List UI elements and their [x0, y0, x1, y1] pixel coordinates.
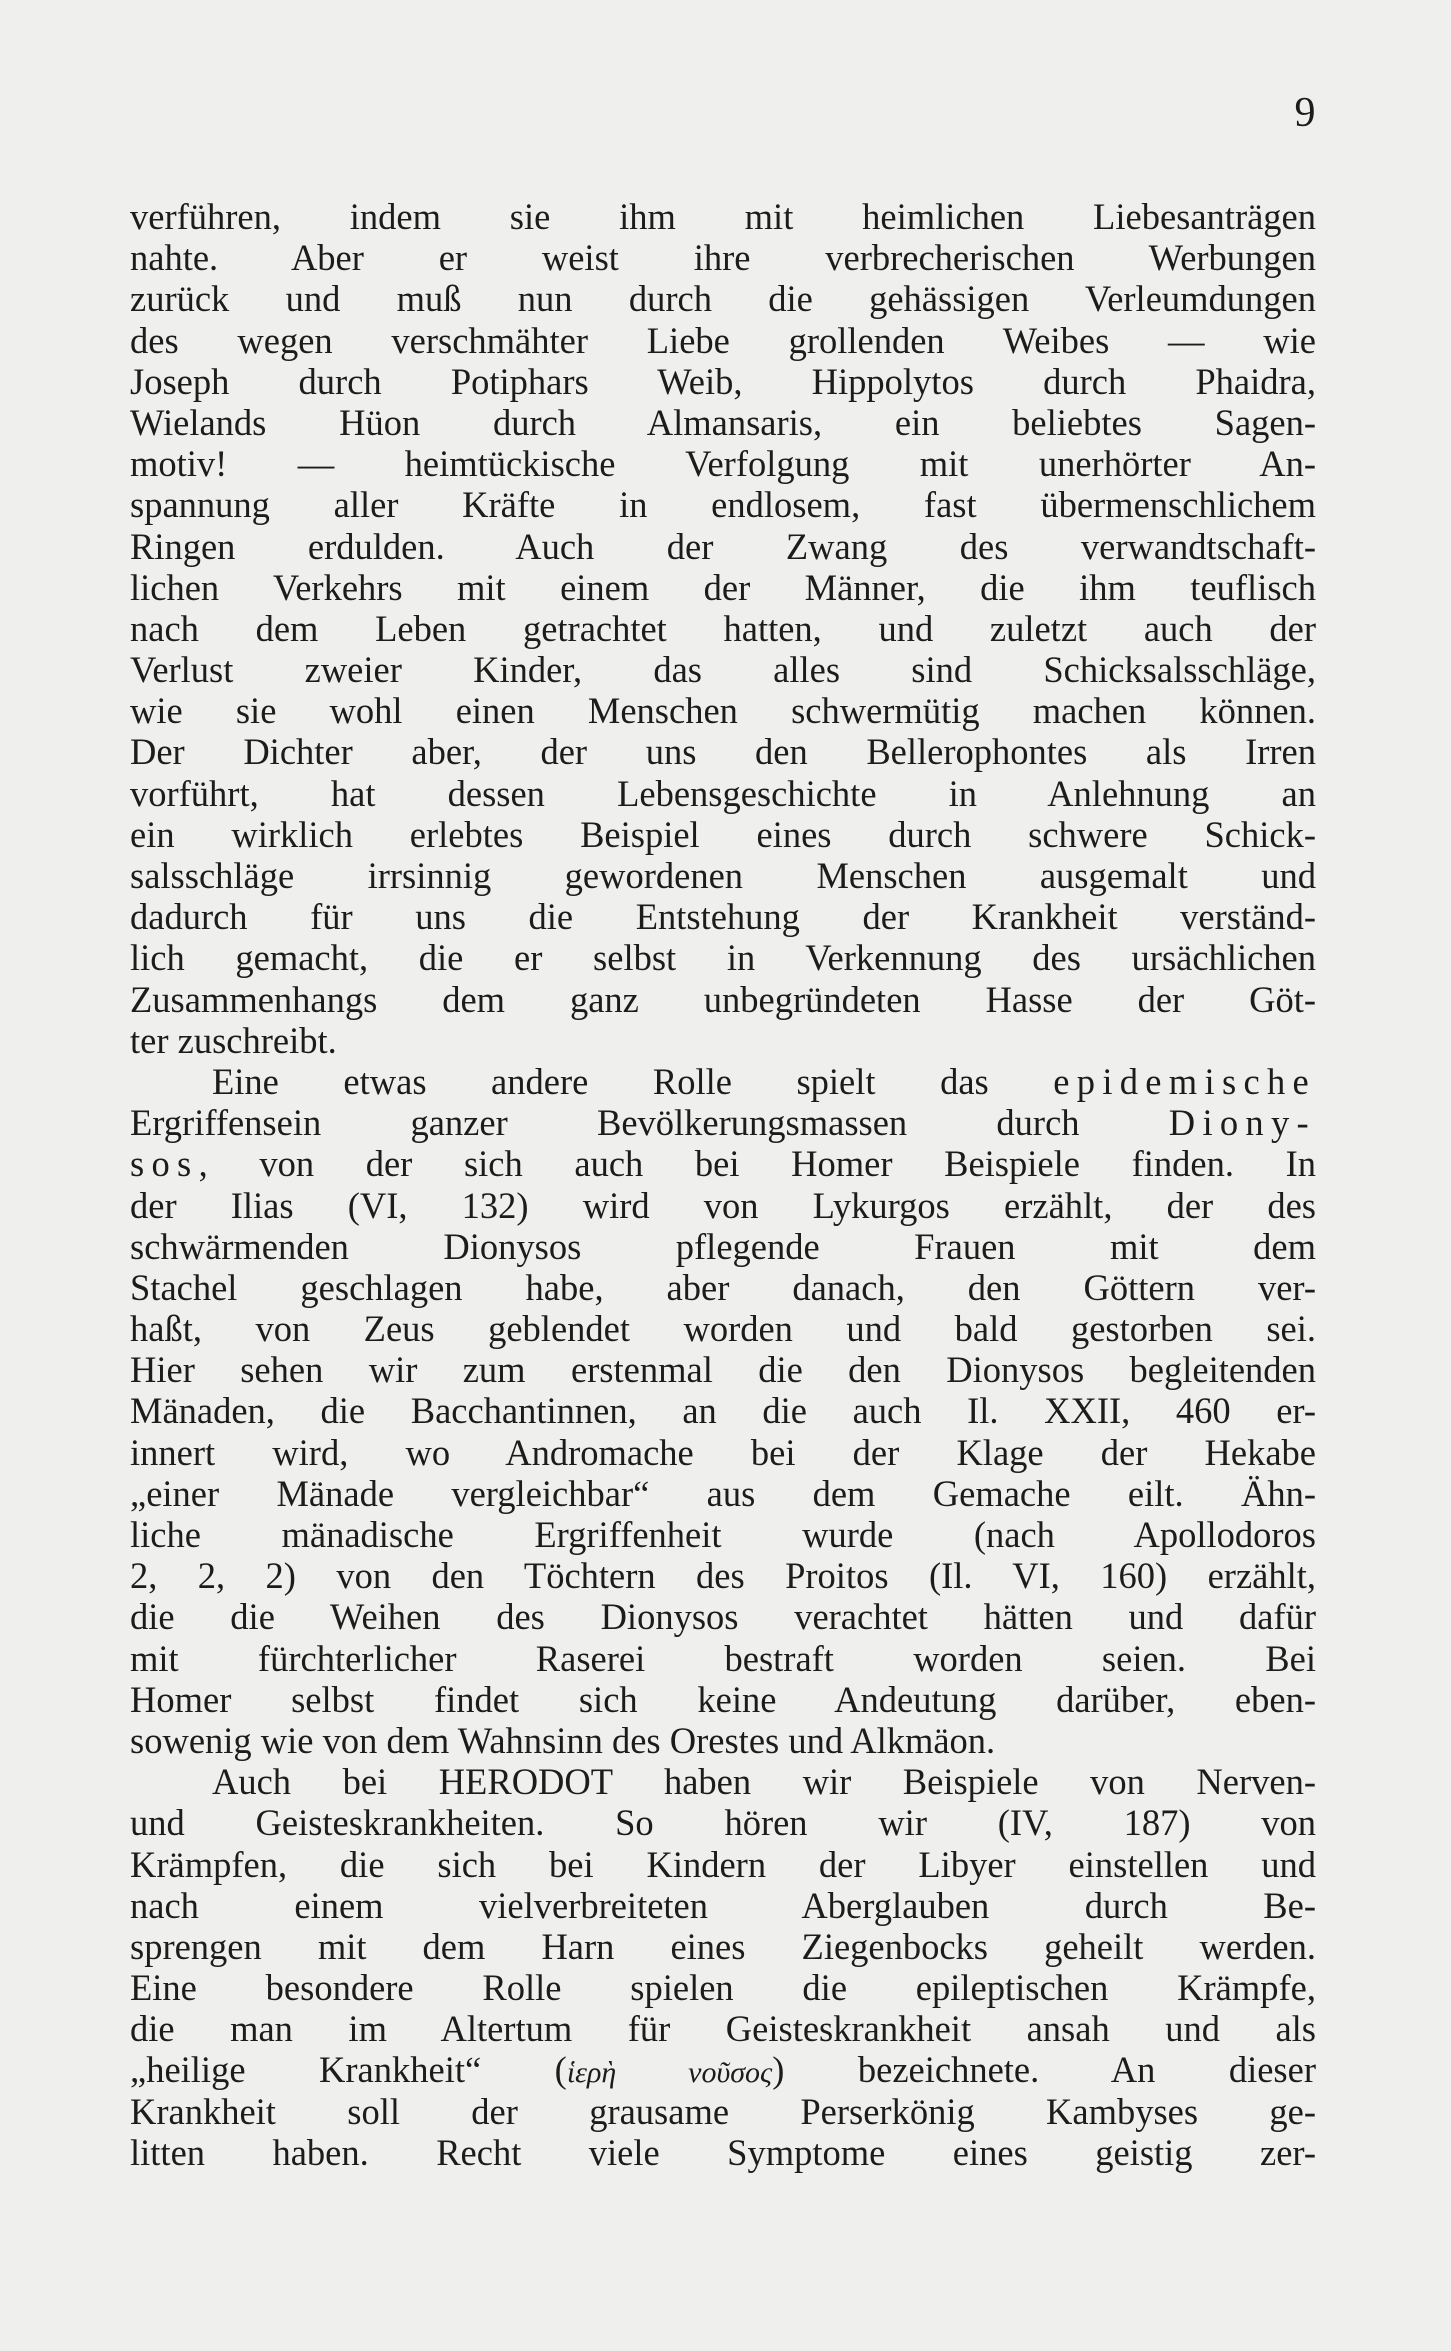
page-number: 9 — [1294, 90, 1316, 136]
text-line: lichen Verkehrs mit einem der Männer, die ihm teuflisch — [130, 566, 1316, 608]
text-line: Homer selbst findet sich keine Andeutung darüber, eben- — [130, 1678, 1316, 1720]
text-line: lich gemacht, die er selbst in Verkennung des ursächlichen — [130, 937, 1316, 979]
text-line: spannung aller Kräfte in endlosem, fast übermenschlichem — [130, 484, 1316, 526]
text-line: Krankheit soll der grausame Perserkönig Kambyses ge- — [130, 2090, 1316, 2132]
text-line: vorführt, hat dessen Lebensgeschichte in Anlehnung an — [130, 772, 1316, 814]
text-line: Hier sehen wir zum erstenmal die den Dionysos begleitenden — [130, 1349, 1316, 1391]
text-line: Joseph durch Potiphars Weib, Hippolytos durch Phaidra, — [130, 360, 1316, 402]
text-line: zurück und muß nun durch die gehässigen Verleumdungen — [130, 278, 1316, 320]
text-line: „einer Mänade vergleichbar“ aus dem Gemache eilt. Ähn- — [130, 1472, 1316, 1514]
text-line: Wielands Hüon durch Almansaris, ein beliebtes Sagen- — [130, 401, 1316, 443]
text-line: wie sie wohl einen Menschen schwermütig machen können. — [130, 690, 1316, 732]
text-line: haßt, von Zeus geblendet worden und bald gestorben sei. — [130, 1308, 1316, 1350]
text-line: litten haben. Recht viele Symptome eines geistig zer- — [130, 2131, 1316, 2173]
text-line: innert wird, wo Andromache bei der Klage der Hekabe — [130, 1431, 1316, 1473]
text-segment: , von der sich auch bei Homer Beispiele finden. In — [198, 1143, 1316, 1185]
text-line: sprengen mit dem Harn eines Ziegenbocks geheilt werden. — [130, 1925, 1316, 1967]
text-line: die die Weihen des Dionysos verachtet hätten und dafür — [130, 1596, 1316, 1638]
text-line: liche mänadische Ergriffenheit wurde (nach Apollodoros — [130, 1514, 1316, 1555]
spaced-emphasis: epidemische — [1053, 1060, 1316, 1102]
text-line: nach einem vielverbreiteten Aberglauben durch Be- — [130, 1884, 1316, 1926]
text-line: salsschläge irrsinnig gewordenen Menschen ausgemalt und — [130, 855, 1316, 896]
text-line: Krämpfen, die sich bei Kindern der Libyer einstellen und — [130, 1843, 1316, 1885]
text-line: die man im Altertum für Geisteskrankheit ansah und als — [130, 2008, 1316, 2050]
text-line: der Ilias (VI, 132) wird von Lykurgos erzählt, der des — [130, 1184, 1316, 1226]
body-text — [130, 196, 1316, 2173]
text-line: Stachel geschlagen habe, aber danach, den Göttern ver- — [130, 1266, 1316, 1308]
text-line: nahte. Aber er weist ihre verbrecherischen Werbungen — [130, 237, 1316, 279]
text-line — [130, 1143, 1316, 1184]
spaced-emphasis: Diony- — [1168, 1102, 1316, 1144]
greek-phrase: ἱερὴ νοῦσος — [566, 2056, 773, 2090]
text-line — [130, 1102, 1316, 1143]
text-segment: Ergriffensein ganzer Bevölkerungsmassen durch — [130, 1102, 1169, 1144]
text-line: Ringen erdulden. Auch der Zwang des verwandtschaft- — [130, 525, 1316, 567]
text-line: Zusammenhangs dem ganz unbegründeten Hasse der Göt- — [130, 978, 1316, 1020]
text-line: ein wirklich erlebtes Beispiel eines durch schwere Schick- — [130, 813, 1316, 855]
text-line: des wegen verschmähter Liebe grollenden Weibes — wie — [130, 319, 1316, 361]
text-line: Auch bei HERODOT haben wir Beispiele von Nerven- — [212, 1761, 1316, 1803]
text-segment: „heilige Krankheit“ ( — [130, 2049, 567, 2091]
text-line: sowenig wie von dem Wahnsinn des Orestes und Alkmäon. — [130, 1719, 996, 1761]
text-segment: ) bezeichnete. An dieser — [772, 2049, 1316, 2091]
text-line — [130, 1061, 1316, 1102]
text-line: verführen, indem sie ihm mit heimlichen Liebesanträgen — [130, 196, 1316, 237]
text-line: motiv! — heimtückische Verfolgung mit unerhörter An- — [130, 443, 1316, 485]
spaced-emphasis: sos — [130, 1143, 199, 1185]
text-line: schwärmenden Dionysos pflegende Frauen mit dem — [130, 1225, 1316, 1267]
text-line: Eine besondere Rolle spielen die epileptischen Krämpfe, — [130, 1967, 1316, 2009]
text-line: ter zuschreibt. — [130, 1019, 337, 1061]
text-line: 2, 2, 2) von den Töchtern des Proitos (Il. VI, 160) erzählt, — [130, 1555, 1316, 1597]
text-line: Mänaden, die Bacchantinnen, an die auch Il. XXII, 460 er- — [130, 1390, 1316, 1432]
text-line: nach dem Leben getrachtet hatten, und zuletzt auch der — [130, 607, 1316, 649]
text-line: mit fürchterlicher Raserei bestraft worden seien. Bei — [130, 1637, 1316, 1679]
text-segment: Eine etwas andere Rolle spielt das — [212, 1060, 1054, 1102]
text-line — [130, 2049, 1316, 2090]
text-line: dadurch für uns die Entstehung der Krankheit verständ- — [130, 896, 1316, 938]
text-line: Der Dichter aber, der uns den Bellerophontes als Irren — [130, 731, 1316, 773]
text-line: Verlust zweier Kinder, das alles sind Schicksalsschläge, — [130, 649, 1316, 691]
text-line: und Geisteskrankheiten. So hören wir (IV, 187) von — [130, 1802, 1316, 1844]
